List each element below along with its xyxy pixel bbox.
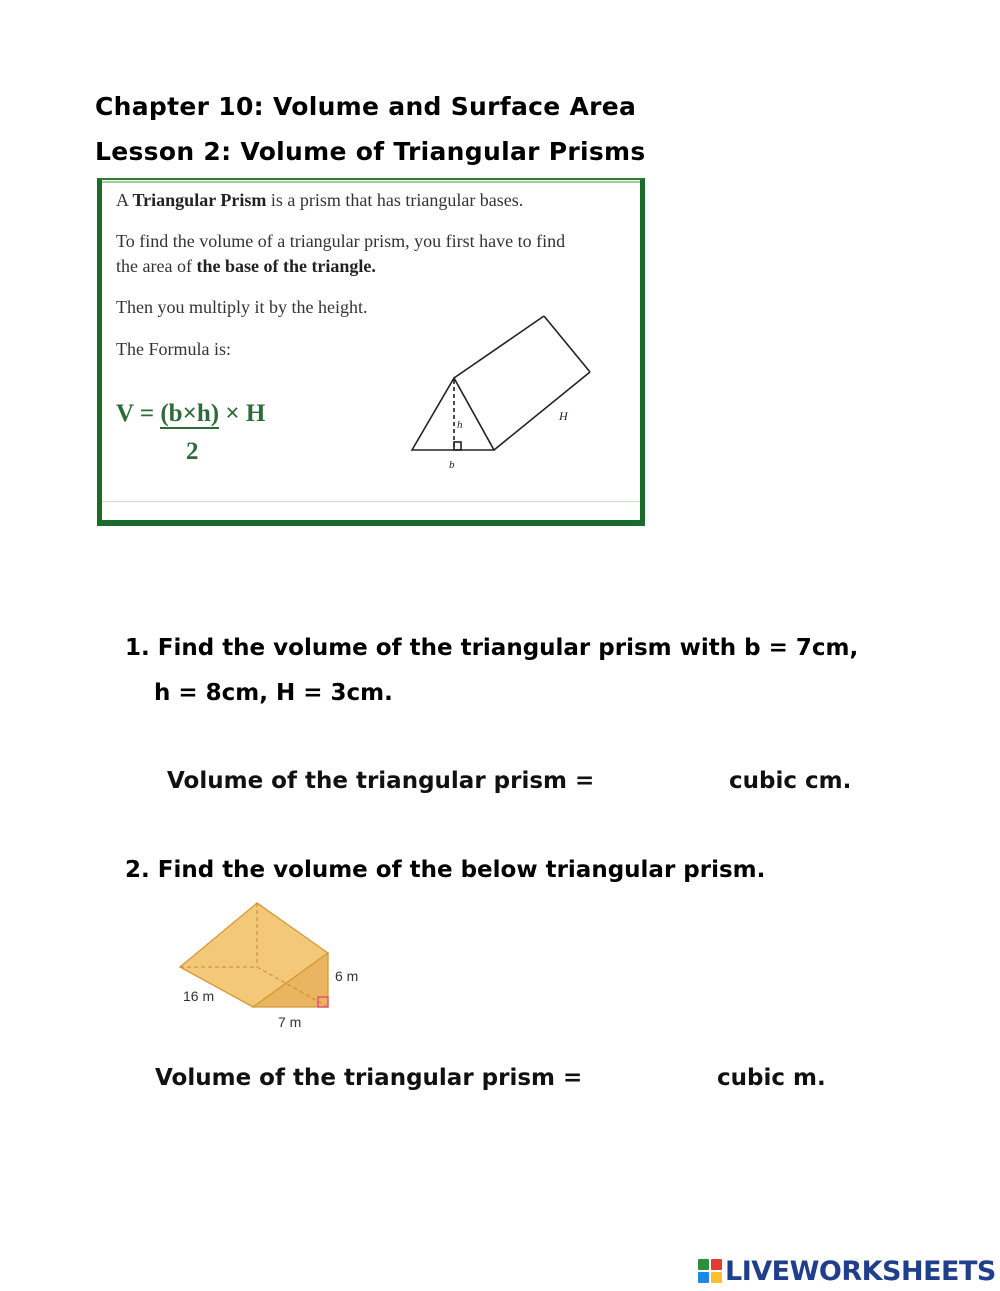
prism-top-edge [454, 316, 544, 378]
lesson-title: Lesson 2: Volume of Triangular Prisms [95, 137, 646, 166]
question-1-line-2: h = 8cm, H = 3cm. [154, 680, 393, 706]
formula-numerator: (b×h) [160, 400, 220, 427]
label-h: h [457, 419, 463, 431]
logo-text: LIVEWORKSHEETS [725, 1255, 996, 1287]
definition-post: is a prism that has triangular bases. [266, 190, 524, 210]
formula-denominator: 2 [186, 438, 199, 465]
formula [116, 400, 265, 428]
formula-lhs: V = [116, 400, 161, 427]
answer-2-input[interactable] [606, 1063, 715, 1095]
formula-intro: The Formula is: [116, 339, 231, 359]
definition-term: Triangular Prism [132, 190, 267, 210]
label-length: 16 m [183, 988, 215, 1004]
liveworksheets-logo [698, 1256, 996, 1286]
definition-text [116, 188, 523, 212]
info-box-bottom-line [102, 501, 640, 502]
method-text-line2 [116, 254, 376, 278]
answer-2-unit: cubic m. [717, 1065, 826, 1091]
multiply-text: Then you multiply it by the height. [116, 297, 368, 317]
method-pre: the area of [116, 256, 197, 276]
answer-1-unit: cubic cm. [729, 768, 852, 794]
prism-bottom-edge [494, 372, 590, 450]
right-angle-mark [454, 442, 461, 450]
question-1-line-1: 1. Find the volume of the triangular prism with b = 7cm, [125, 635, 859, 661]
prism-back-edge [544, 316, 590, 372]
method-bold: the base of the triangle. [196, 256, 376, 276]
method-text-line1: To find the volume of a triangular prism, you first have to find [116, 231, 566, 251]
answer-2-label: Volume of the triangular prism = [155, 1065, 583, 1091]
triangular-prism-diagram [402, 308, 602, 478]
prism-front-face [412, 378, 494, 450]
info-box-top-line [102, 181, 640, 183]
formula-rhs: × H [219, 400, 266, 427]
label-base: 7 m [278, 1014, 302, 1030]
label-H: H [559, 409, 568, 423]
label-height: 6 m [335, 968, 359, 984]
definition-pre: A [116, 190, 133, 210]
answer-1-input[interactable] [618, 766, 727, 798]
logo-blocks-icon [698, 1259, 722, 1283]
answer-1-label: Volume of the triangular prism = [167, 768, 595, 794]
chapter-title: Chapter 10: Volume and Surface Area [95, 92, 637, 121]
question-2-prism-diagram [175, 895, 375, 1035]
info-box [97, 178, 645, 526]
label-b: b [449, 459, 455, 471]
question-2-text: 2. Find the volume of the below triangular prism. [125, 857, 766, 883]
